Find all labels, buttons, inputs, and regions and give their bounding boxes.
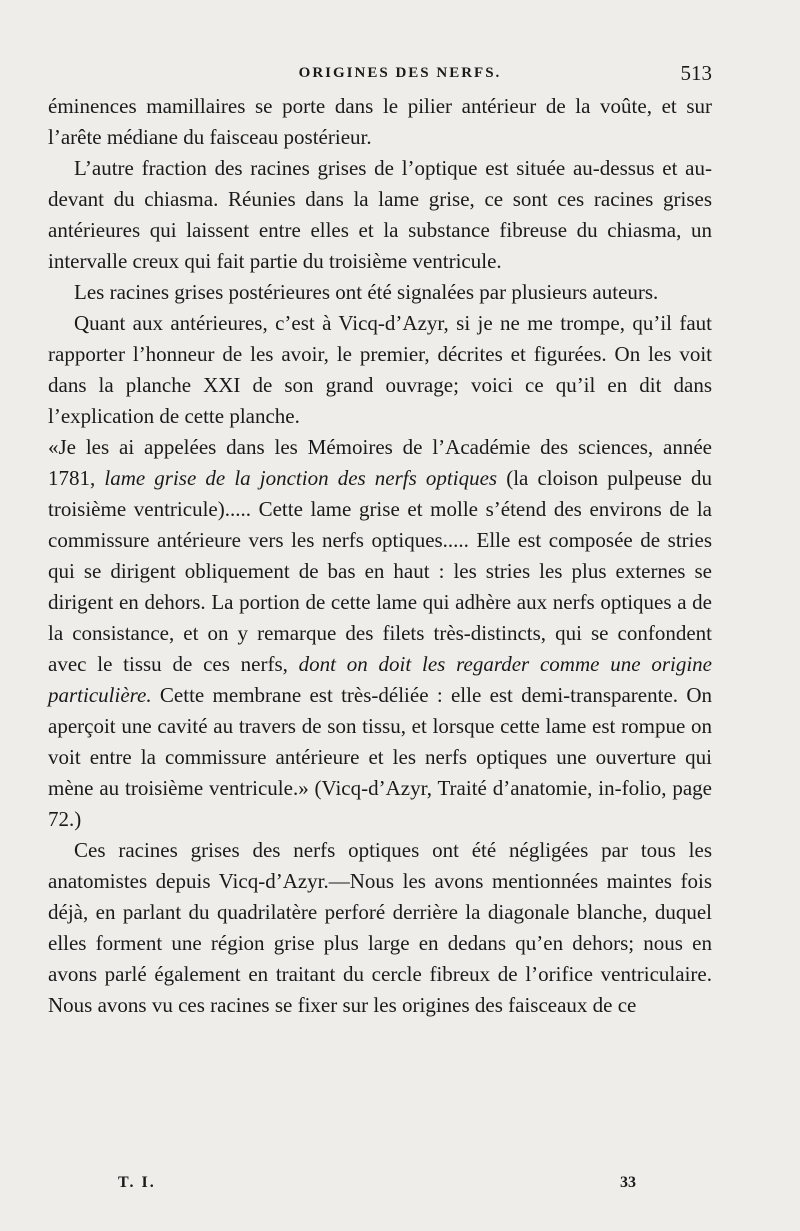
text-segment: (la cloison pulpeuse du troisième ventricule)..... Cette lame grise et molle s’étend des environs de la commissure antérieure vers les nerfs optiques..... Elle est composée de stries qui se dirigent obliquement de bas en haut : les stries les plus externes se dirigent en dehors. La portion de cette lame qui adhère aux nerfs optiques a de la consistance, et on y remarque des filets très-distincts, qui se confondent avec le tissu de ces nerfs, xyxy=(48,466,712,676)
body-text xyxy=(48,91,712,1021)
italic-text-segment: dont on doit les regarder comme une origine particulière. xyxy=(48,652,713,707)
paragraph xyxy=(48,277,712,308)
paragraph xyxy=(48,91,712,153)
italic-text-segment: lame grise de la jonction des nerfs optiques xyxy=(104,466,498,490)
running-title: ORIGINES DES NERFS. xyxy=(298,65,502,81)
paragraph xyxy=(48,308,712,432)
paragraph xyxy=(48,432,712,835)
signature-mark: T. I. xyxy=(118,1174,156,1191)
sheet-number: 33 xyxy=(620,1174,636,1191)
text-segment: «Je les ai appelées dans les Mémoires de l’Académie des sciences, année 1781, xyxy=(48,435,712,490)
running-head xyxy=(0,60,800,86)
paragraph xyxy=(48,153,712,277)
text-segment: Les racines grises postérieures ont été signalées par plusieurs auteurs. xyxy=(74,280,659,304)
text-segment: Cette membrane est très-déliée : elle est demi-transparente. On aperçoit une cavité au travers de son tissu, et lorsque cette lame est rompue on voit entre la commissure antérieure et les nerfs optiques une ouverture qui mène au troisième ventricule.» (Vicq-d’Azyr, Traité d’anatomie, in-folio, page 72.) xyxy=(48,683,712,831)
paragraph xyxy=(48,835,712,1021)
text-segment: Quant aux antérieures, c’est à Vicq-d’Azyr, si je ne me trompe, qu’il faut rapporter l’honneur de les avoir, le premier, décrites et figurées. On les voit dans la planche XXI de son grand ouvrage; voici ce qu’il en dit dans l’explication de cette planche. xyxy=(48,311,712,428)
page-footer xyxy=(0,1170,800,1196)
text-segment: L’autre fraction des racines grises de l’optique est située au-dessus et au-devant du chiasma. Réunies dans la lame grise, ce sont ces racines grises antérieures qui laissent entre elles et la substance fibreuse du chiasma, un intervalle creux qui fait partie du troisième ventricule. xyxy=(48,156,712,273)
text-segment: éminences mamillaires se porte dans le pilier antérieur de la voûte, et sur l’arête médiane du faisceau postérieur. xyxy=(48,94,712,149)
page-number: 513 xyxy=(680,61,712,85)
text-segment: Ces racines grises des nerfs optiques ont été négligées par tous les anatomistes depuis Vicq-d’Azyr.—Nous les avons mentionnées maintes fois déjà, en parlant du quadrilatère perforé derrière la diagonale blanche, duquel elles forment une région grise plus large en dedans qu’en dehors; nous en avons parlé également en traitant du cercle fibreux de l’orifice ventriculaire. Nous avons vu ces racines se fixer sur les origines des faisceaux de ce xyxy=(48,838,712,1017)
